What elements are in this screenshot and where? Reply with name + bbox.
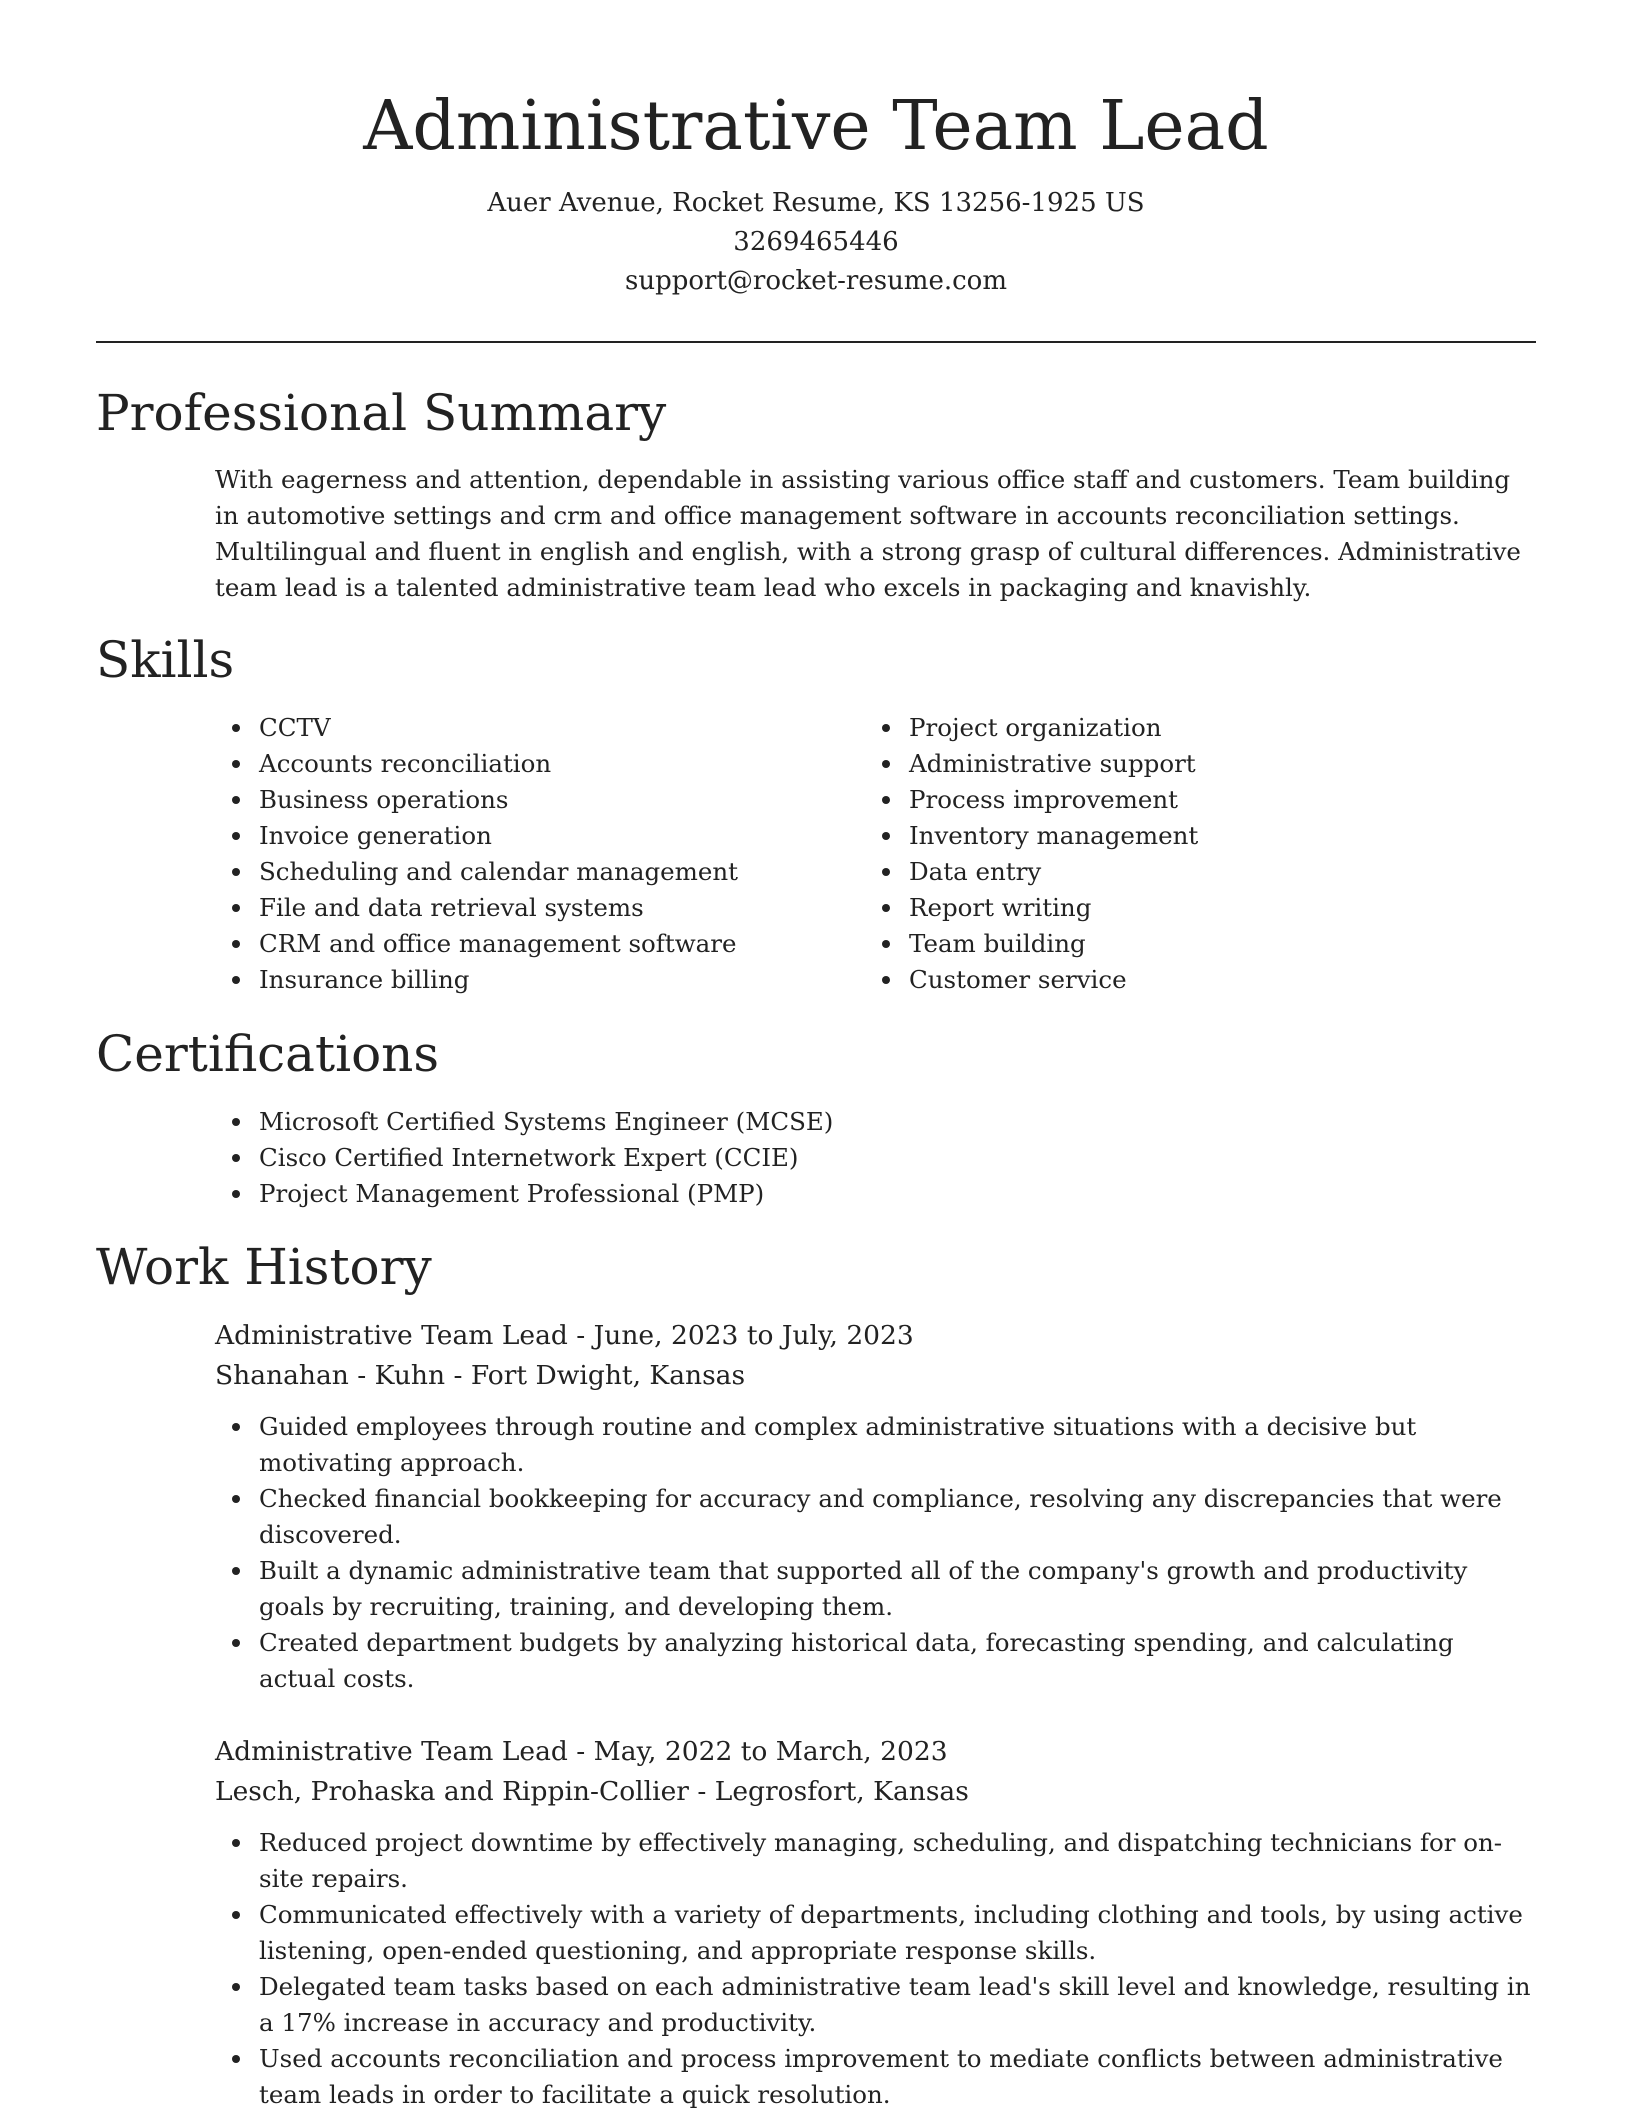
section-title-certifications: Certifications [96, 1025, 440, 1083]
contact-info [0, 184, 1632, 301]
job-bullet: Reduced project downtime by effectively managing, scheduling, and dispatching technicians for on-site repairs. [215, 1825, 1535, 1897]
job-company-line: Lesch, Prohaska and Rippin-Collier - Legrosfort, Kansas [215, 1776, 969, 1807]
skill-item: Inventory management [865, 818, 1485, 854]
section-title-work-history: Work History [96, 1238, 432, 1296]
skill-item: Data entry [865, 854, 1485, 890]
skill-item: Accounts reconciliation [215, 746, 835, 782]
job-bullet: Guided employees through routine and complex administrative situations with a decisive but motivating approach. [215, 1409, 1535, 1481]
job-company-line: Shanahan - Kuhn - Fort Dwight, Kansas [215, 1360, 746, 1391]
job-bullet: Delegated team tasks based on each administrative team lead's skill level and knowledge, resulting in a 17% increase in accuracy and productivity. [215, 1969, 1535, 2041]
job-title-line: Administrative Team Lead - May, 2022 to March, 2023 [215, 1736, 948, 1767]
summary-text: With eagerness and attention, dependable in assisting various office staff and customers. Team building in automotive settings and crm and office management software in accounts reconciliation settings. Multilingual and fluent in english and english, with a strong grasp of cultural differences. Administrative team lead is a talented administrative team lead who excels in packaging and knavishly. [215, 465, 1521, 602]
job-location: Legrosfort, Kansas [714, 1776, 969, 1807]
job-dates: June, 2023 to July, 2023 [593, 1320, 914, 1351]
job-location: Fort Dwight, Kansas [470, 1360, 746, 1391]
job-bullet: Created department budgets by analyzing historical data, forecasting spending, and calculating actual costs. [215, 1625, 1535, 1697]
certification-item: Cisco Certified Internetwork Expert (CCIE) [215, 1140, 1535, 1176]
skill-item: Process improvement [865, 782, 1485, 818]
job-title-line: Administrative Team Lead - June, 2023 to July, 2023 [215, 1320, 914, 1351]
certifications-list [215, 1104, 1535, 1212]
candidate-name: Administrative Team Lead [363, 87, 1269, 166]
skill-item: CCTV [215, 710, 835, 746]
skill-item: File and data retrieval systems [215, 890, 835, 926]
skill-item: Project organization [865, 710, 1485, 746]
job-bullet: Checked financial bookkeeping for accuracy and compliance, resolving any discrepancies that were discovered. [215, 1481, 1535, 1553]
resume-header [0, 0, 1632, 301]
email: support@rocket-resume.com [624, 266, 1007, 296]
job-bullet: Used accounts reconciliation and process improvement to mediate conflicts between administrative team leads in order to facilitate a quick resolution. [215, 2041, 1535, 2113]
job-bullets [215, 1825, 1535, 2113]
section-title-skills: Skills [96, 631, 235, 689]
certification-item: Microsoft Certified Systems Engineer (MCSE) [215, 1104, 1535, 1140]
skill-item: Report writing [865, 890, 1485, 926]
certification-item: Project Management Professional (PMP) [215, 1176, 1535, 1212]
skill-item: Scheduling and calendar management [215, 854, 835, 890]
job-company: Lesch, Prohaska and Rippin-Collier [215, 1776, 689, 1807]
skills-list-right [865, 710, 1485, 998]
job-role: Administrative Team Lead [215, 1736, 568, 1767]
job-company: Shanahan - Kuhn [215, 1360, 446, 1391]
skill-item: Administrative support [865, 746, 1485, 782]
job-role: Administrative Team Lead [215, 1320, 568, 1351]
skills-list-left [215, 710, 835, 998]
address: Auer Avenue, Rocket Resume, KS 13256-1925 US [487, 188, 1145, 218]
skill-item: Invoice generation [215, 818, 835, 854]
skill-item: Insurance billing [215, 962, 835, 998]
job-bullets [215, 1409, 1535, 1697]
section-title-summary: Professional Summary [96, 384, 667, 442]
skill-item: CRM and office management software [215, 926, 835, 962]
header-divider [96, 341, 1536, 343]
phone: 3269465446 [733, 227, 899, 257]
job-dates: May, 2022 to March, 2023 [593, 1736, 948, 1767]
skill-item: Business operations [215, 782, 835, 818]
skill-item: Customer service [865, 962, 1485, 998]
job-bullet: Built a dynamic administrative team that supported all of the company's growth and productivity goals by recruiting, training, and developing them. [215, 1553, 1535, 1625]
skill-item: Team building [865, 926, 1485, 962]
job-bullet: Communicated effectively with a variety of departments, including clothing and tools, by using active listening, open-ended questioning, and appropriate response skills. [215, 1897, 1535, 1969]
